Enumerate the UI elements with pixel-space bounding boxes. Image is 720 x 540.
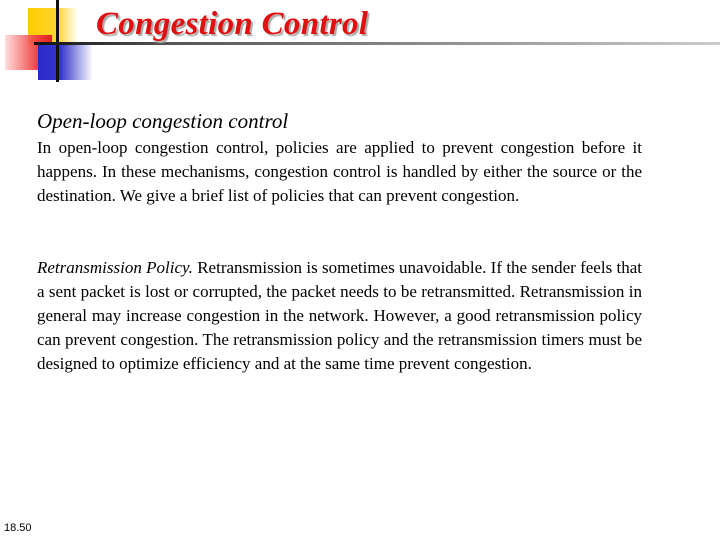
section-heading: Open-loop congestion control <box>37 109 289 133</box>
retransmission-paragraph <box>37 256 642 376</box>
slide-number: 18.50 <box>4 522 32 534</box>
retransmission-text: Retransmission is sometimes unavoidable. If the sender feels that a sent packet is lost or corrupted, the packet needs to be retransmitted. Retransmission in general may increase congestion in the network. However, a good retransmission policy can prevent congestion. The retransmission policy and the retransmission timers must be designed to optimize efficiency and at the same time prevent congestion. <box>37 258 642 373</box>
intro-paragraph: In open-loop congestion control, policies are applied to prevent congestion before it happens. In these mechanisms, congestion control is handled by either the source or the destination. We give a brief list of policies that can prevent congestion. <box>37 138 642 205</box>
slide-title: Congestion Control <box>96 6 369 42</box>
retransmission-term: Retransmission Policy. <box>37 258 193 277</box>
decorative-blue-square <box>38 45 93 80</box>
decorative-vertical-line <box>56 0 59 82</box>
